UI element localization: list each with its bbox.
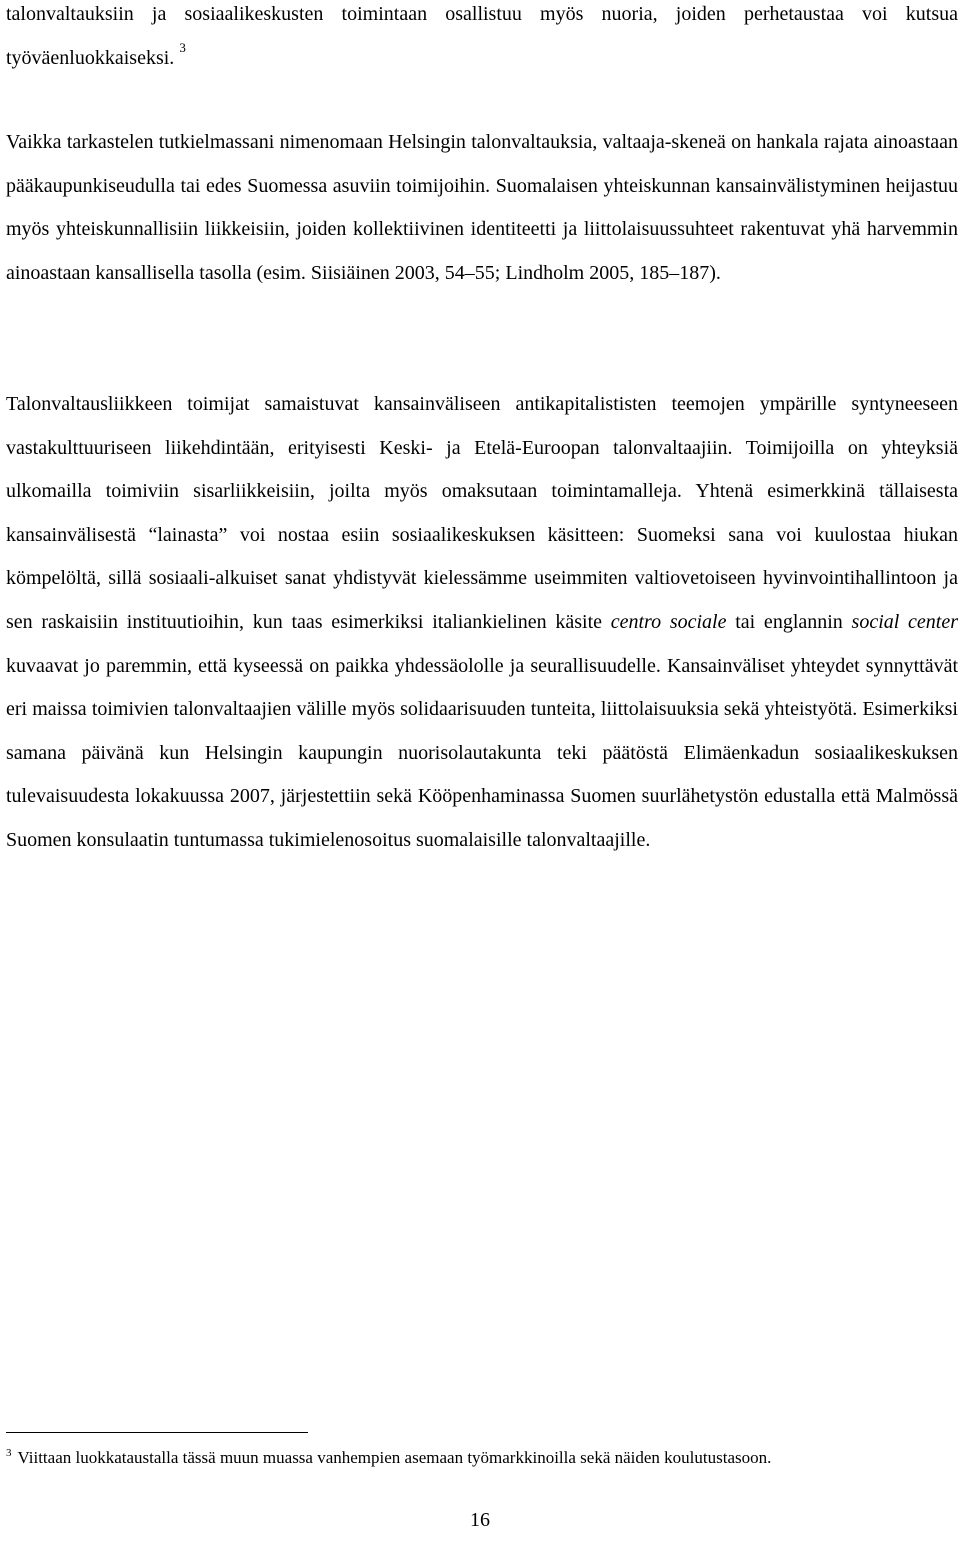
footnote xyxy=(6,1446,958,1472)
paragraph-3-text-part1: Talonvaltausliikkeen toimijat samaistuvat kansainväliseen antikapitalististen teemojen ympärille syntyneeseen vastakulttuuriseen liikehdintään, erityisesti Keski- ja Etelä-Euroopan talonvaltaajiin. Toimijoilla on yhteyksiä ulkomailla toimiviin sisarliikkeisiin, joilta myös omaksutaan toimintamalleja. Yhtenä esimerkkinä tällaisesta kansainvälisestä “lainasta” voi nostaa esiin sosiaalikeskuksen käsitteen: Suomeksi sana voi kuulostaa hiukan kömpelöltä, sillä sosiaali-alkuiset sanat yhdistyvät kielessämme useimmiten valtiovetoiseen hyvinvointihallintoon ja sen raskaisiin instituutioihin, kun taas esimerkiksi italiankielinen käsite xyxy=(6,393,958,633)
italic-term-centro-sociale: centro sociale xyxy=(610,610,727,633)
italic-term-social-center: social center xyxy=(851,610,959,633)
paragraph-2 xyxy=(6,121,958,295)
page-number: 16 xyxy=(470,1509,490,1531)
footnote-reference: 3 xyxy=(179,39,186,55)
paragraph-1 xyxy=(6,0,958,80)
paragraph-2-text: Vaikka tarkastelen tutkielmassani nimenomaan Helsingin talonvaltauksia, valtaaja-skeneä on hankala rajata ainoastaan pääkaupunkiseudulla tai edes Suomessa asuviin toimijoihin. Suomalaisen yhteiskunnan kansainvälistyminen heijastuu myös yhteiskunnallisiin liikkeisiin, joiden kollektiivinen identiteetti ja liittolaisuussuhteet rakentuvat yhä harvemmin ainoastaan kansallisella tasolla (esim. Siisiäinen 2003, 54–55; Lindholm 2005, 185–187). xyxy=(6,131,958,284)
paragraph-1-text: talonvaltauksiin ja sosiaalikeskusten toimintaan osallistuu myös nuoria, joiden perhetaustaa voi kutsua työväenluokkaiseksi. xyxy=(6,3,958,69)
footnote-divider xyxy=(6,1432,308,1433)
footnote-mark: 3 xyxy=(6,1447,12,1459)
paragraph-3-text-part2: tai englannin xyxy=(735,610,843,633)
paragraph-3-text-part3: kuvaavat jo paremmin, että kyseessä on paikka yhdessäololle ja seurallisuudelle. Kansainväliset yhteydet synnyttävät eri maissa toimivien talonvaltaajien välille myös solidaarisuuden tunteita, liittolaisuuksia sekä yhteistyötä. Esimerkiksi samana päivänä kun Helsingin kaupungin nuorisolautakunta teki päätöstä Elimäenkadun sosiaalikeskuksen tulevaisuudesta lokakuussa 2007, järjestettiin sekä Kööpenhaminassa Suomen suurlähetystön edustalla että Malmössä Suomen konsulaatin tuntumassa tukimielenosoitus suomalaisille talonvaltaajille. xyxy=(6,654,958,851)
footnote-text: Viittaan luokkataustalla tässä muun muassa vanhempien asemaan työmarkkinoilla sekä näiden koulutustasoon. xyxy=(17,1448,772,1467)
paragraph-3 xyxy=(6,383,958,863)
